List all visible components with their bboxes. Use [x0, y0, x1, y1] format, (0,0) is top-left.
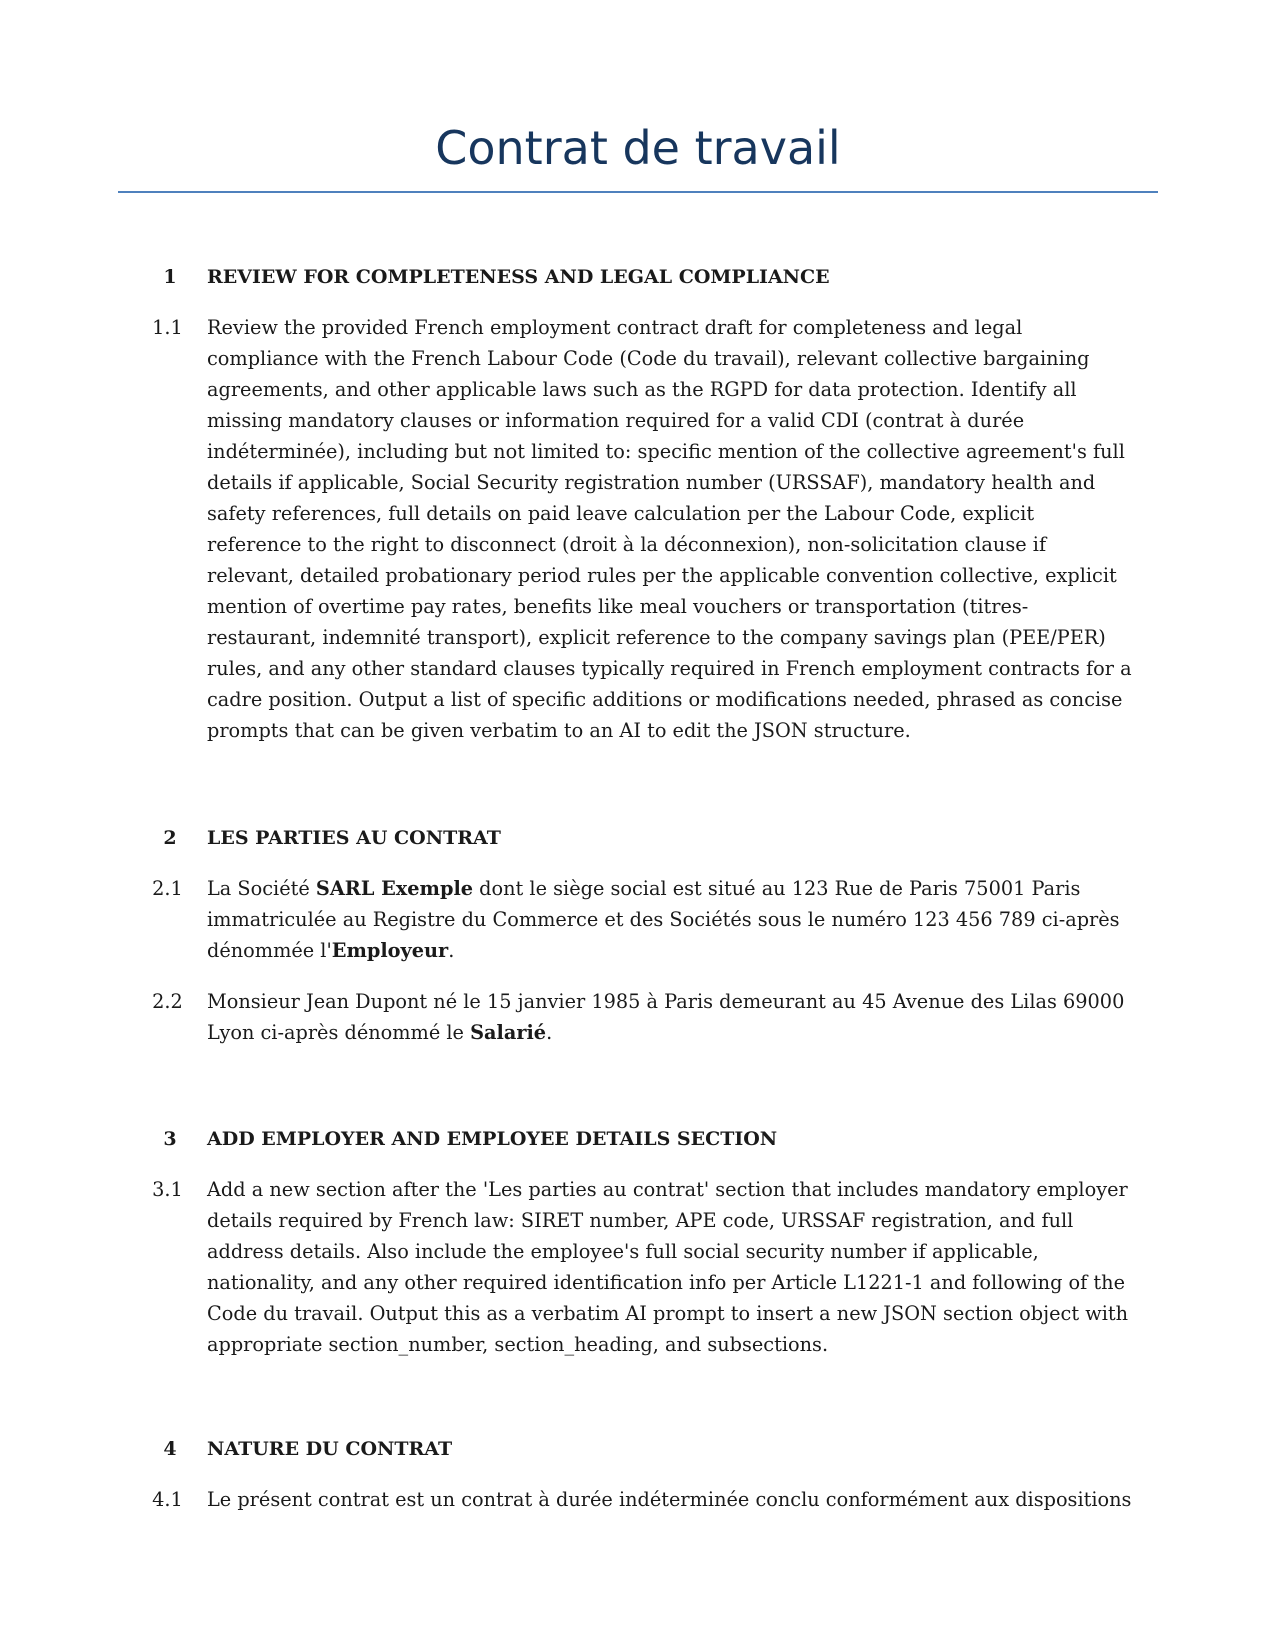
paragraph-number: 2.2	[152, 990, 183, 1013]
title-underline	[118, 191, 1158, 193]
section-2	[0, 823, 1275, 1048]
employer-term: Employeur	[331, 939, 449, 962]
section-3	[0, 1124, 1275, 1360]
section-heading	[0, 1124, 1275, 1154]
company-name: SARL Exemple	[315, 877, 474, 900]
employee-term: Salarié	[470, 1021, 547, 1044]
section-heading	[0, 262, 1275, 292]
paragraph-number: 2.1	[152, 877, 183, 900]
paragraph-number: 1.1	[152, 316, 183, 339]
section-title: NATURE DU CONTRAT	[207, 1438, 453, 1460]
section-title: LES PARTIES AU CONTRAT	[207, 827, 501, 849]
text-segment: La Société	[207, 877, 316, 900]
text-segment: .	[448, 939, 455, 962]
paragraph-2-2	[0, 986, 1275, 1048]
paragraph-number: 4.1	[152, 1488, 183, 1511]
section-number: 1	[163, 266, 177, 288]
paragraph-number: 3.1	[152, 1178, 183, 1201]
paragraph-3-1	[0, 1174, 1275, 1360]
paragraph-2-1	[0, 873, 1275, 966]
paragraph-text	[207, 873, 1132, 966]
section-heading	[0, 823, 1275, 853]
section-heading	[0, 1434, 1275, 1464]
section-title: REVIEW FOR COMPLETENESS AND LEGAL COMPLIANCE	[207, 266, 830, 288]
section-number: 2	[163, 827, 177, 849]
document-title: Contrat de travail	[435, 121, 841, 175]
text-segment: .	[546, 1021, 553, 1044]
section-title: ADD EMPLOYER AND EMPLOYEE DETAILS SECTION	[207, 1128, 778, 1150]
section-number: 4	[163, 1438, 177, 1460]
paragraph-text	[207, 986, 1132, 1048]
paragraph-text: Add a new section after the 'Les parties au contrat' section that includes mandatory employer details required by French law: SIRET number, APE code, URSSAF registration, and full address details. Also include the employee's full social security number if applicable, nationality, and any other required identification info per Article L1221-1 and following of the Code du travail. Output this as a verbatim AI prompt to insert a new JSON section object with appropriate section_number, section_heading, and subsections.	[207, 1178, 1129, 1356]
section-number: 3	[163, 1128, 177, 1150]
section-4	[0, 1434, 1275, 1515]
paragraph-4-1	[0, 1484, 1275, 1515]
paragraph-text: Review the provided French employment contract draft for completeness and legal compliance with the French Labour Code (Code du travail), relevant collective bargaining agreements, and other applicable laws such as the RGPD for data protection. Identify all missing mandatory clauses or information required for a valid CDI (contrat à durée indéterminée), including but not limited to: specific mention of the collective agreement's full details if applicable, Social Security registration number (URSSAF), mandatory health and safety references, full details on paid leave calculation per the Labour Code, explicit reference to the right to disconnect (droit à la déconnexion), non-solicitation clause if relevant, detailed probationary period rules per the applicable convention collective, explicit mention of overtime pay rates, benefits like meal vouchers or transportation (titres-restaurant, indemnité transport), explicit reference to the company savings plan (PEE/PER) rules, and any other standard clauses typically required in French employment contracts for a cadre position. Output a list of specific additions or modifications needed, phrased as concise prompts that can be given verbatim to an AI to edit the JSON structure.	[207, 316, 1132, 742]
paragraph-text: Le présent contrat est un contrat à durée indéterminée conclu conformément aux dispositions	[207, 1488, 1132, 1511]
text-segment: Monsieur Jean Dupont né le 15 janvier 1985 à Paris demeurant au 45 Avenue des Lilas 69000 Lyon ci-après dénommé le	[207, 990, 1125, 1044]
paragraph-1-1	[0, 312, 1275, 746]
section-1	[0, 262, 1275, 746]
text-segment: dont le siège social est situé au 123 Rue de Paris 75001 Paris immatriculée au Registre du Commerce et des Sociétés sous le numéro 123 456 789 ci-après dénommée l'	[207, 877, 1120, 962]
